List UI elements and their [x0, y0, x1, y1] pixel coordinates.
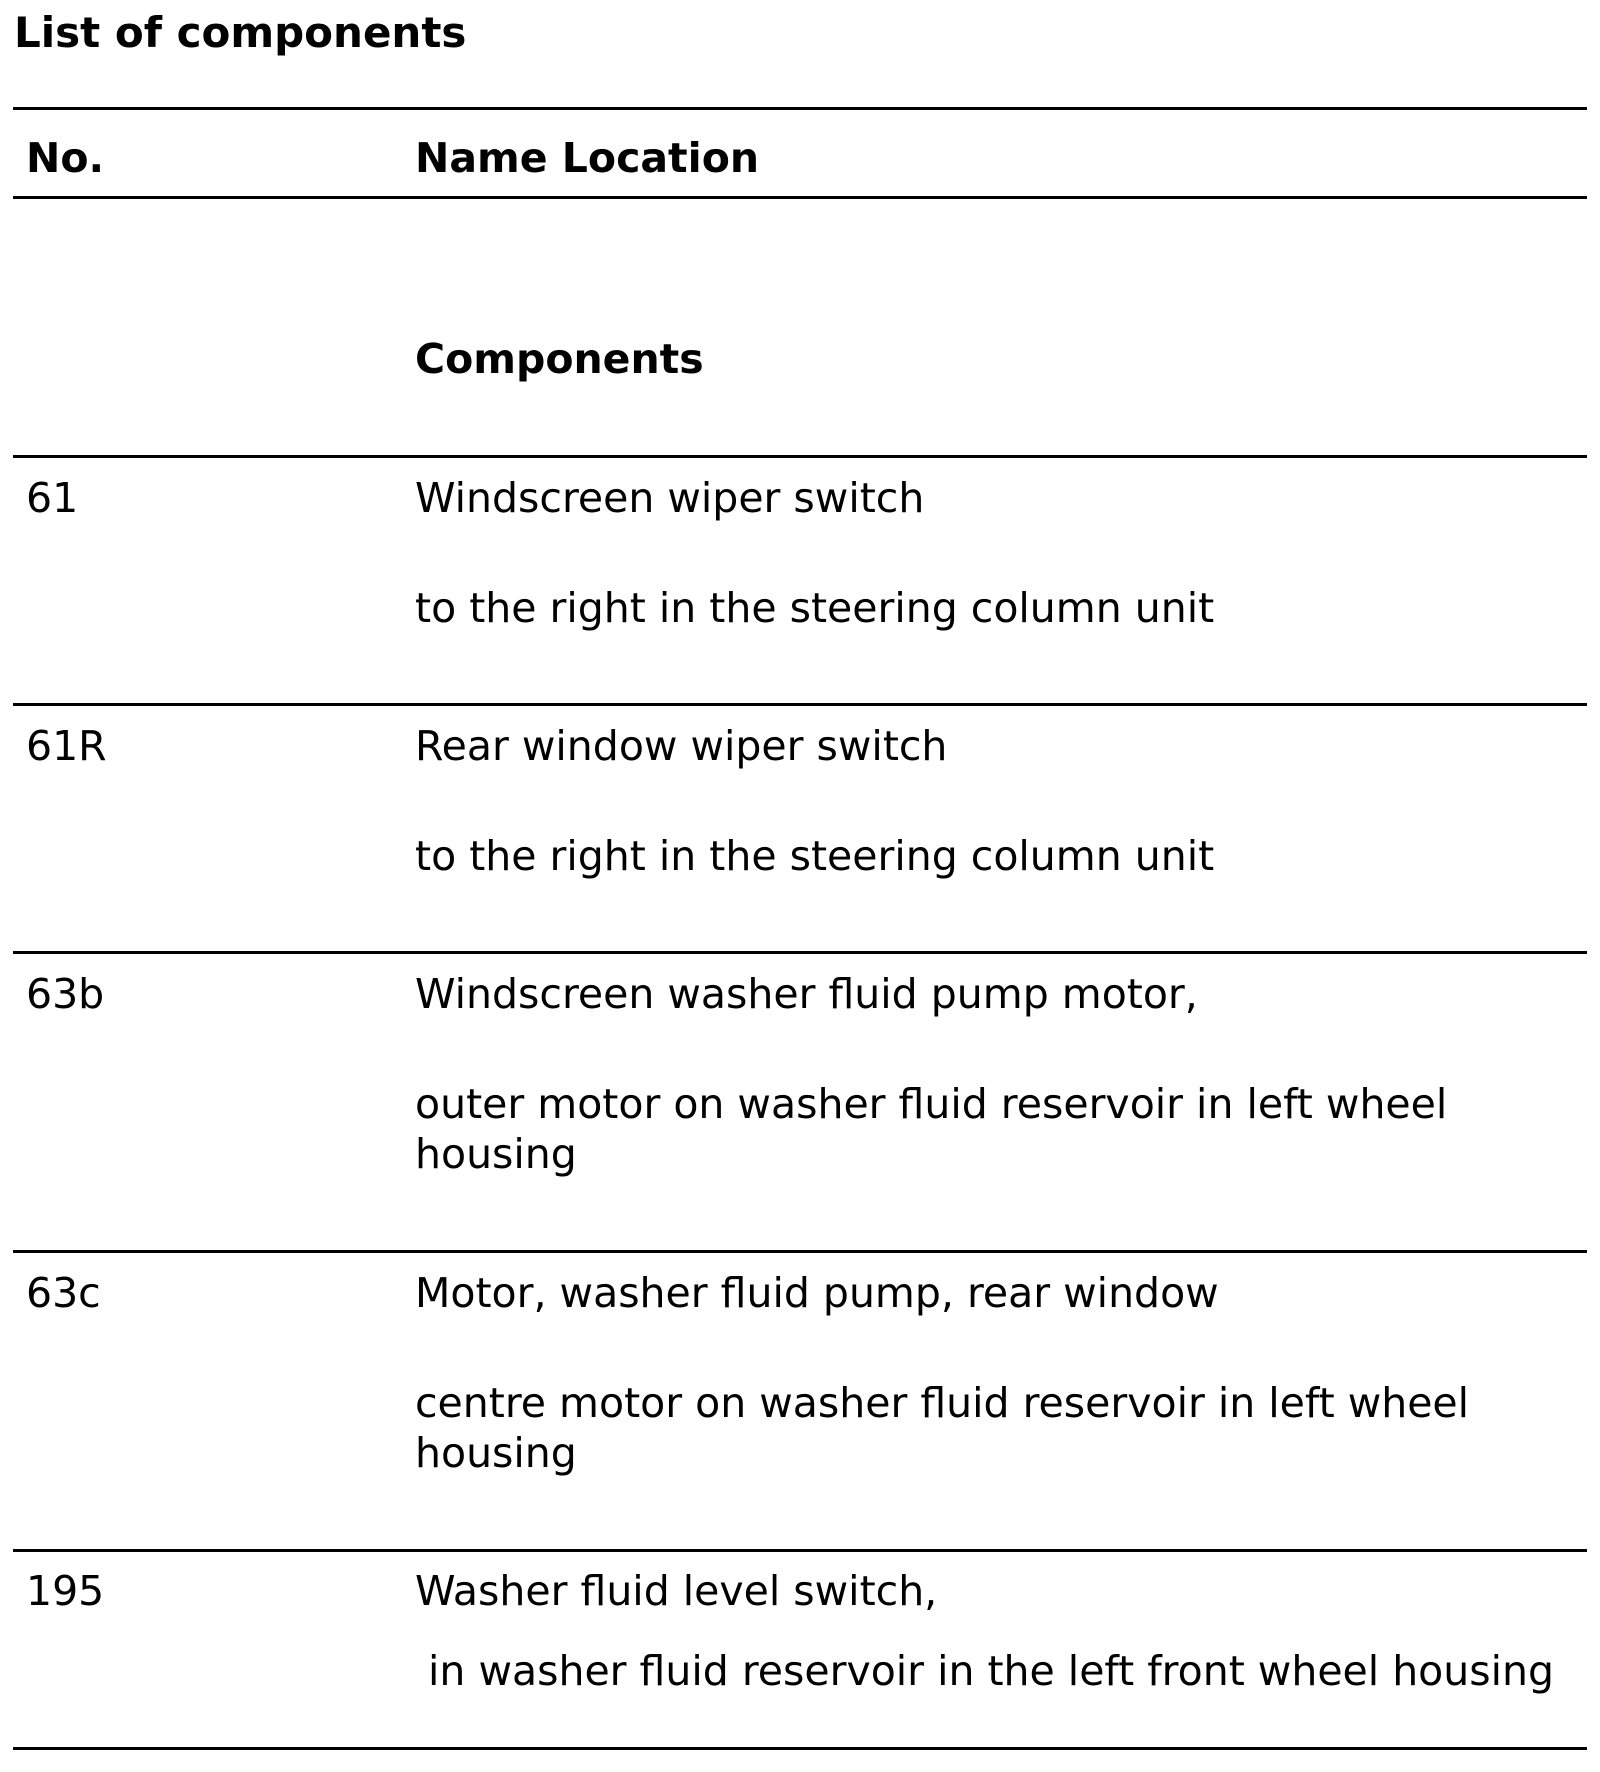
component-name: Washer fluid level switch, — [415, 1567, 938, 1615]
header-bottom-rule — [13, 196, 1587, 199]
component-location: to the right in the steering column unit — [415, 832, 1215, 880]
row-number: 63c — [26, 1269, 101, 1317]
row-number: 61R — [26, 722, 107, 770]
row-divider — [13, 951, 1587, 954]
table-bottom-rule — [13, 1747, 1587, 1750]
component-location: centre motor on washer fluid reservoir in left wheel housing — [415, 1379, 1470, 1477]
row-number: 63b — [26, 970, 105, 1018]
row-divider — [13, 1250, 1587, 1253]
component-name: Windscreen washer fluid pump motor, — [415, 970, 1198, 1018]
row-divider — [13, 703, 1587, 706]
component-location: outer motor on washer fluid reservoir in left wheel housing — [415, 1080, 1448, 1178]
row-divider — [13, 1549, 1587, 1552]
header-top-rule — [13, 107, 1587, 110]
column-header-name-location: Name Location — [415, 134, 760, 182]
component-name: Rear window wiper switch — [415, 722, 948, 770]
row-number: 195 — [26, 1567, 105, 1615]
component-location: to the right in the steering column unit — [415, 584, 1215, 632]
section-heading-components: Components — [415, 335, 704, 383]
document-title: List of components — [14, 8, 467, 57]
column-header-no: No. — [26, 134, 105, 182]
section-rule — [13, 455, 1587, 458]
component-name: Windscreen wiper switch — [415, 474, 925, 522]
component-name: Motor, washer fluid pump, rear window — [415, 1269, 1219, 1317]
component-location: in washer fluid reservoir in the left front wheel housing — [415, 1647, 1555, 1695]
row-number: 61 — [26, 474, 79, 522]
